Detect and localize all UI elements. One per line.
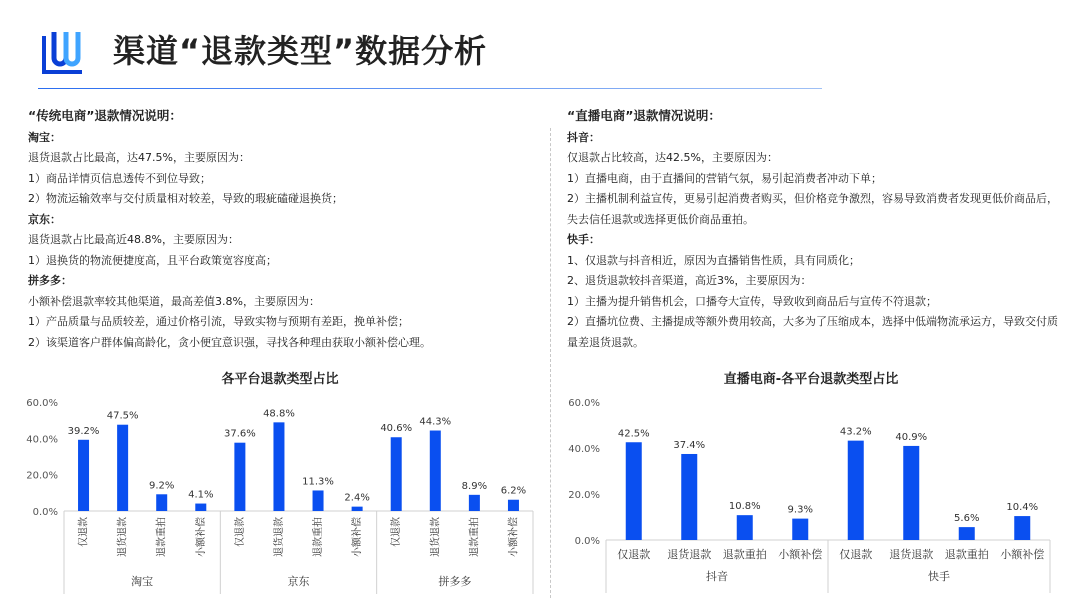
data-label: 48.8%	[263, 408, 295, 420]
data-label: 9.2%	[149, 480, 175, 492]
reason-line: 1）退换货的物流便捷度高，且平台政策宽容度高；	[28, 253, 277, 267]
bar	[1014, 516, 1030, 540]
data-label: 43.2%	[839, 426, 872, 438]
traditional-ecommerce-explanation	[28, 106, 538, 353]
group-label: 快手	[928, 570, 950, 583]
category-label: 退货退款	[430, 517, 442, 557]
category-label: 仅退款	[234, 517, 246, 547]
category-label: 仅退款	[78, 517, 90, 547]
logo-icon	[38, 28, 94, 86]
y-tick-label: 0.0%	[574, 536, 600, 547]
section-divider	[550, 128, 551, 598]
category-label: 小额补偿	[352, 517, 364, 557]
reason-line: 退货退款占比最高，达47.5%，主要原因为：	[28, 151, 250, 164]
bar	[903, 446, 919, 540]
reason-line: 退货退款占比最高近48.8%，主要原因为：	[28, 233, 239, 246]
page-title: 渠道“退款类型”数据分析	[113, 32, 488, 70]
data-label: 6.2%	[500, 485, 527, 497]
reason-line: 2）该渠道客户群体偏高龄化，贪小便宜意识强，寻找各种理由获取小额补偿心理。	[28, 335, 431, 349]
group-label: 抖音	[706, 570, 728, 583]
bar	[313, 490, 324, 511]
data-label: 4.1%	[188, 489, 214, 501]
category-label: 退货退款	[667, 548, 712, 561]
reason-line: 2）主播机制利益宣传，更易引起消费者购买，但价格竞争激烈，容易导致消费者发现更低价商品后，失去信任退款或选择更低价商品重拍。	[567, 192, 1058, 226]
platform-name: 京东：	[28, 212, 61, 226]
category-label: 退款重拍	[944, 548, 989, 561]
category-label: 仅退款	[839, 548, 873, 561]
livestream-platform-refund-chart	[560, 366, 1060, 598]
group-label: 拼多多	[438, 575, 472, 588]
data-label: 47.5%	[106, 410, 139, 422]
category-label: 仅退款	[617, 548, 651, 561]
platform-name: 淘宝：	[28, 130, 61, 144]
category-label: 小额补偿	[778, 548, 823, 561]
chart-title: 直播电商-各平台退款类型占比	[723, 372, 899, 387]
livestream-ecommerce-explanation	[567, 106, 1067, 353]
reason-line: 1）商品详情页信息透传不到位导致；	[28, 171, 211, 185]
category-label: 退货退款	[273, 517, 285, 557]
bar	[737, 515, 753, 540]
data-label: 40.6%	[380, 423, 413, 435]
category-label: 退货退款	[889, 548, 934, 561]
y-tick-label: 20.0%	[568, 490, 600, 501]
bar	[848, 441, 864, 540]
category-label: 仅退款	[391, 517, 403, 547]
data-label: 11.3%	[302, 476, 334, 488]
bar	[959, 527, 975, 540]
category-label: 退货退款	[117, 517, 129, 557]
category-label: 退款重拍	[313, 517, 325, 557]
bar	[273, 422, 284, 511]
bar	[508, 500, 519, 511]
category-label: 小额补偿	[1000, 548, 1045, 561]
bar	[78, 440, 89, 511]
reason-line: 小额补偿退款率较其他渠道，最高差值3.8%，主要原因为：	[28, 294, 320, 308]
reason-line: 2）直播坑位费、主播提成等额外费用较高，大多为了压缩成本，选择中低端物流承运方，导致交付质量差退货退款。	[567, 315, 1058, 349]
platform-name: 快手：	[567, 233, 600, 246]
category-label: 退款重拍	[156, 517, 168, 557]
bar	[626, 442, 642, 540]
y-tick-label: 0.0%	[32, 507, 58, 518]
y-tick-label: 40.0%	[568, 444, 600, 455]
data-label: 44.3%	[419, 416, 452, 428]
bar	[156, 494, 167, 511]
reason-line: 1）直播电商，由于直播间的营销气氛，易引起消费者冲动下单；	[567, 171, 882, 185]
bar	[391, 437, 402, 511]
data-label: 9.3%	[787, 504, 813, 516]
traditional-platform-refund-chart	[20, 366, 540, 598]
category-label: 小额补偿	[195, 517, 207, 557]
platform-name: 抖音：	[567, 130, 600, 144]
group-label: 京东	[287, 575, 310, 588]
data-label: 40.9%	[895, 431, 928, 443]
reason-line: 仅退款占比较高，达42.5%，主要原因为：	[567, 151, 778, 164]
y-tick-label: 40.0%	[26, 434, 58, 446]
data-label: 10.8%	[728, 501, 761, 513]
reason-line: 1）主播为提升销售机会，口播夸大宣传，导致收到商品后与宣传不符退款；	[567, 294, 937, 308]
header-divider	[38, 88, 822, 89]
category-label: 退款重拍	[469, 517, 481, 557]
bar	[469, 495, 480, 511]
category-label: 小额补偿	[508, 517, 520, 557]
bar	[792, 519, 808, 540]
section-title: “直播电商”退款情况说明：	[567, 108, 721, 123]
data-label: 10.4%	[1006, 502, 1039, 514]
y-tick-label: 60.0%	[568, 398, 600, 409]
data-label: 42.5%	[617, 428, 650, 440]
data-label: 5.6%	[954, 513, 980, 525]
reason-line: 1、仅退款与抖音相近，原因为直播销售性质，具有同质化；	[567, 253, 860, 267]
bar	[352, 507, 363, 511]
section-title: “传统电商”退款情况说明：	[28, 108, 182, 123]
bar	[430, 431, 441, 511]
bar	[117, 425, 128, 511]
data-label: 39.2%	[67, 425, 100, 437]
reason-line: 2、退货退款较抖音渠道，高近3%，主要原因为：	[567, 274, 812, 287]
data-label: 8.9%	[461, 480, 488, 492]
group-label: 淘宝	[131, 575, 154, 588]
bar	[234, 443, 245, 511]
chart-title: 各平台退款类型占比	[221, 372, 339, 387]
reason-line: 2）物流运输效率与交付质量相对较差，导致的瑕疵磕碰退换货；	[28, 192, 343, 205]
data-label: 37.6%	[223, 428, 256, 440]
data-label: 2.4%	[344, 492, 370, 504]
platform-name: 拼多多：	[28, 274, 72, 287]
reason-line: 1）产品质量与品质较差，通过价格引流，导致实物与预期有差距，挽单补偿；	[28, 315, 409, 328]
bar	[681, 454, 697, 540]
y-tick-label: 60.0%	[26, 398, 58, 409]
y-tick-label: 20.0%	[26, 470, 58, 482]
category-label: 退款重拍	[722, 548, 767, 561]
bar	[195, 504, 206, 511]
data-label: 37.4%	[673, 439, 706, 451]
